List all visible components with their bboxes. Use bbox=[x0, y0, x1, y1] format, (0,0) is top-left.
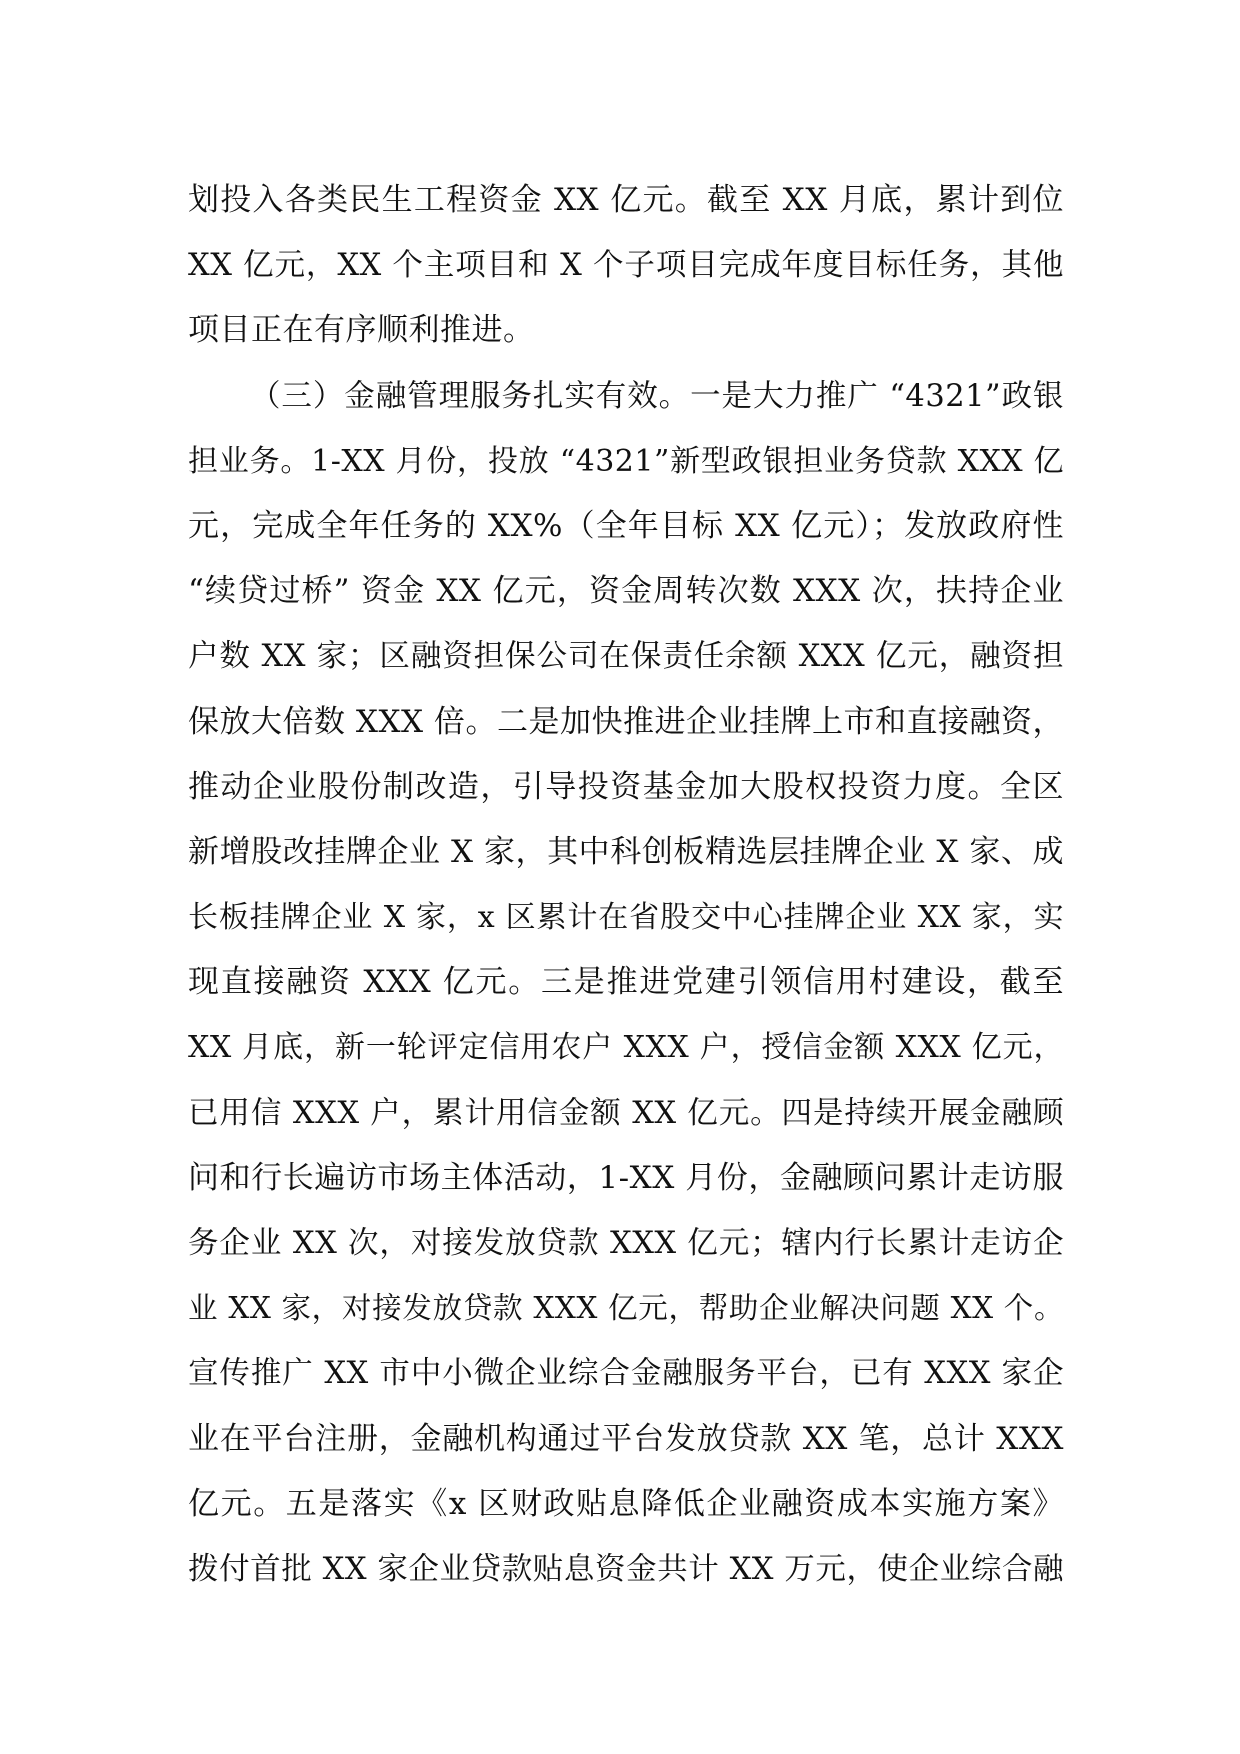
body-text bbox=[188, 168, 1064, 1602]
text-line: “续贷过桥” 资金 XX 亿元，资金周转次数 XXX 次，扶持企业 bbox=[188, 573, 1064, 610]
text-line: 问和行长遍访市场主体活动，1-XX 月份，金融顾问累计走访服 bbox=[188, 1159, 1064, 1196]
text-line: 划投入各类民生工程资金 XX 亿元。截至 XX 月底，累计到位 bbox=[188, 182, 1064, 218]
text-line: 宣传推广 XX 市中小微企业综合金融服务平台，已有 XXX 家企 bbox=[188, 1356, 1064, 1392]
text-line: 推动企业股份制改造，引导投资基金加大股权投资力度。全区 bbox=[188, 768, 1064, 805]
text-line: 亿元。五是落实《x 区财政贴息降低企业融资成本实施方案》 bbox=[188, 1485, 1064, 1522]
text-line: 担业务。1-XX 月份，投放 “4321”新型政银担业务贷款 XXX 亿 bbox=[188, 443, 1064, 479]
text-line: XX 月底，新一轮评定信用农户 XXX 户，授信金额 XXX 亿元， bbox=[188, 1030, 1064, 1066]
text-line: 现直接融资 XXX 亿元。三是推进党建引领信用村建设，截至 bbox=[188, 964, 1064, 1001]
text-line: 保放大倍数 XXX 倍。二是加快推进企业挂牌上市和直接融资， bbox=[188, 703, 1064, 740]
text-line: 元，完成全年任务的 XX%（全年目标 XX 亿元）；发放政府性 bbox=[188, 507, 1064, 544]
text-line: 已用信 XXX 户，累计用信金额 XX 亿元。四是持续开展金融顾 bbox=[188, 1095, 1064, 1131]
text-line: XX 亿元，XX 个主项目和 X 个子项目完成年度目标任务，其他 bbox=[188, 248, 1064, 284]
text-line: 务企业 XX 次，对接发放贷款 XXX 亿元；辖内行长累计走访企 bbox=[188, 1226, 1064, 1261]
text-line: 长板挂牌企业 X 家，x 区累计在省股交中心挂牌企业 XX 家，实 bbox=[188, 900, 1064, 936]
text-line: 户数 XX 家；区融资担保公司在保责任余额 XXX 亿元，融资担 bbox=[188, 639, 1064, 675]
text-line: 拨付首批 XX 家企业贷款贴息资金共计 XX 万元，使企业综合融 bbox=[188, 1551, 1064, 1587]
text-line: 业在平台注册，金融机构通过平台发放贷款 XX 笔，总计 XXX bbox=[188, 1420, 1064, 1457]
section-heading-line: （三）金融管理服务扎实有效。一是大力推广 “4321”政银 bbox=[250, 378, 1064, 414]
text-line: 业 XX 家，对接发放贷款 XXX 亿元，帮助企业解决问题 XX 个。 bbox=[188, 1291, 1064, 1326]
text-line: 项目正在有序顺利推进。 bbox=[188, 312, 535, 349]
text-line: 新增股改挂牌企业 X 家，其中科创板精选层挂牌企业 X 家、成 bbox=[188, 833, 1064, 870]
